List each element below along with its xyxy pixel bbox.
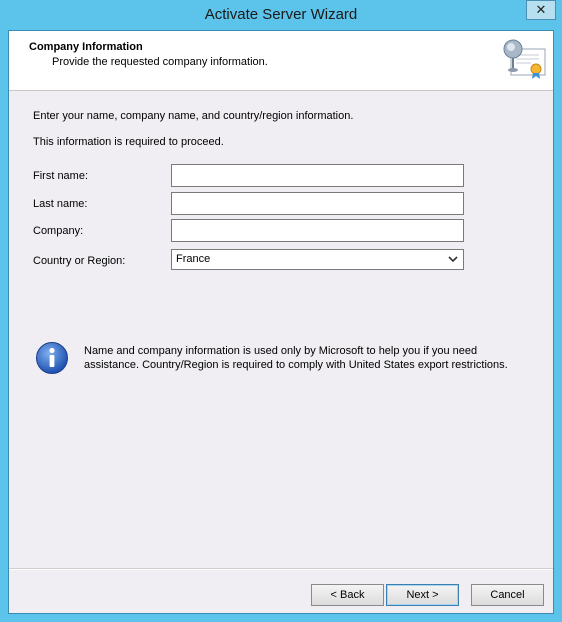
- chevron-down-icon: [447, 252, 459, 266]
- close-icon: ✕: [535, 2, 547, 17]
- intro-text: Enter your name, company name, and country/region information.: [33, 110, 354, 122]
- info-message: Name and company information is used only by Microsoft to help you if you need assistance. Country/Region is required to comply with United States export restrictions.: [84, 345, 508, 371]
- info-icon: [35, 341, 69, 375]
- wizard-client-area: [8, 30, 554, 614]
- last-name-label: Last name:: [33, 198, 88, 210]
- company-field[interactable]: [171, 219, 464, 242]
- wizard-header: [9, 31, 553, 91]
- first-name-field[interactable]: [171, 164, 464, 187]
- page-title: Company Information: [29, 41, 143, 53]
- cancel-button[interactable]: Cancel: [471, 584, 544, 606]
- country-label: Country or Region:: [33, 255, 126, 267]
- window-title: Activate Server Wizard: [204, 6, 358, 23]
- certificate-icon: [501, 37, 547, 81]
- back-button[interactable]: < Back: [311, 584, 384, 606]
- footer-divider: [9, 568, 553, 570]
- last-name-field[interactable]: [171, 192, 464, 215]
- next-button[interactable]: Next >: [386, 584, 459, 606]
- first-name-label: First name:: [33, 170, 89, 182]
- close-button[interactable]: [526, 0, 556, 20]
- required-note: This information is required to proceed.: [33, 136, 224, 148]
- title-bar[interactable]: [0, 0, 562, 30]
- company-label: Company:: [33, 225, 84, 237]
- country-select[interactable]: [171, 249, 464, 270]
- country-selected-value: France: [176, 253, 211, 265]
- page-subtitle: Provide the requested company information.: [52, 56, 268, 68]
